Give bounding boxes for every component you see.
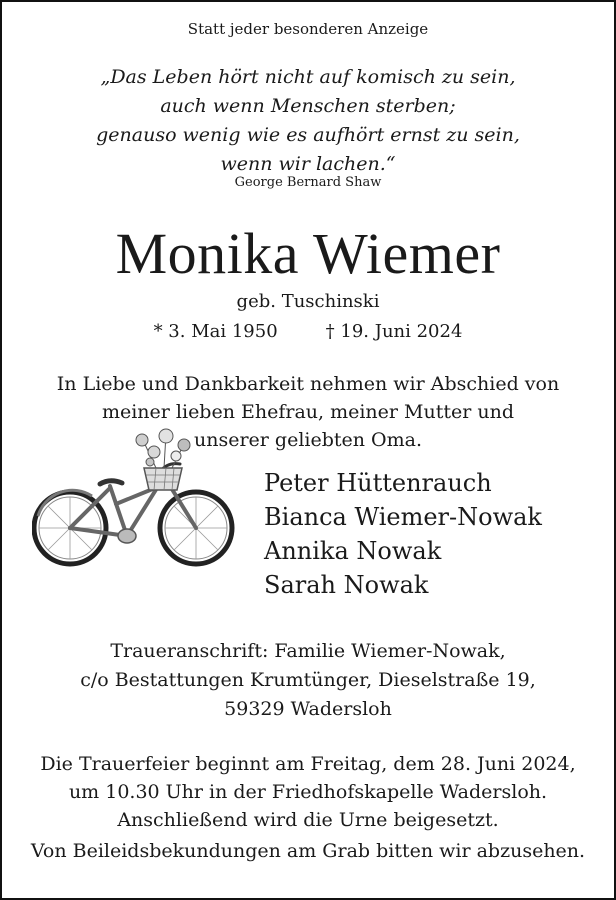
ceremony-line: Anschließend wird die Urne beigesetzt. — [117, 809, 499, 831]
ceremony-info — [0, 750, 616, 834]
header-text: Statt jeder besonderen Anzeige — [187, 20, 429, 38]
mourner-name: Sarah Nowak — [264, 571, 429, 599]
deceased-name: Monika Wiemer — [115, 221, 501, 286]
condolence-note: Von Beileidsbekundungen am Grab bitten wir abzusehen. — [30, 840, 586, 862]
address-line: 59329 Wadersloh — [224, 698, 392, 720]
death-date: † 19. Juni 2024 — [325, 321, 463, 342]
quote-line: wenn wir lachen.“ — [220, 153, 396, 175]
message-line: meiner lieben Ehefrau, meiner Mutter und — [101, 401, 515, 423]
life-dates — [0, 321, 616, 342]
address-line: c/o Bestattungen Krumtünger, Dieselstraße 19, — [80, 669, 536, 691]
ceremony-line: um 10.30 Uhr in der Friedhofskapelle Wadersloh. — [68, 781, 548, 803]
address-line: Traueranschrift: Familie Wiemer-Nowak, — [110, 640, 506, 662]
quote-line: genauso wenig wie es aufhört ernst zu sein, — [96, 124, 520, 146]
message-line: unserer geliebten Oma. — [194, 429, 422, 451]
mourner-name: Annika Nowak — [264, 537, 442, 565]
birth-name: geb. Tuschinski — [236, 291, 380, 312]
quote-author: George Bernard Shaw — [234, 175, 382, 190]
mourners-list — [264, 466, 542, 602]
bicycle-with-flower-basket-icon — [32, 428, 242, 580]
birth-date: * 3. Mai 1950 — [153, 321, 278, 342]
quote-line: „Das Leben hört nicht auf komisch zu sein, — [100, 66, 516, 88]
ceremony-line: Die Trauerfeier beginnt am Freitag, dem 28. Juni 2024, — [40, 753, 576, 775]
message-line: In Liebe und Dankbarkeit nehmen wir Abschied von — [56, 373, 560, 395]
quote-line: auch wenn Menschen sterben; — [160, 95, 456, 117]
quote — [0, 63, 616, 179]
mourner-name: Bianca Wiemer-Nowak — [264, 503, 542, 531]
mourning-address — [0, 637, 616, 724]
mourner-name: Peter Hüttenrauch — [264, 469, 492, 497]
